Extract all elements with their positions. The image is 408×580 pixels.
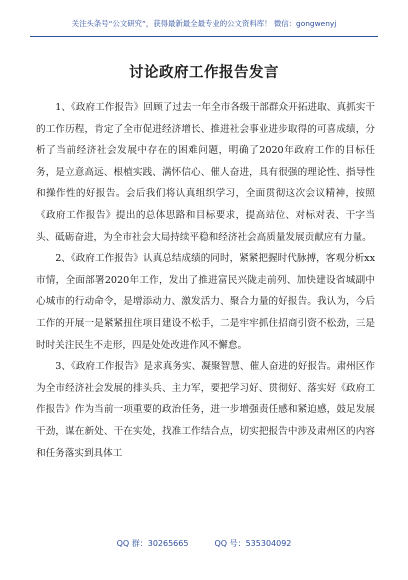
header-divider bbox=[30, 36, 378, 37]
document-title: 讨论政府工作报告发言 bbox=[129, 64, 279, 81]
footer-qq-group: QQ 群：30265665 bbox=[116, 539, 189, 548]
page-header: 关注头条号“公文研究”，获得最新最全最专业的公文资料库！ 微信：gongwenyj bbox=[71, 19, 337, 28]
paragraph-3: 3、《政府工作报告》是求真务实、凝聚智慧、催人奋进的好报告。肃州区作为全市经济社会发展的排头兵、主力军，要把学习好、贯彻好、落实好《政府工作报告》作为当前一项重要的政治任务，进一步增强责任感和紧迫感，鼓足发展干劲，谋在新处、干在实处，找准工作结合点，切实把报告中涉及肃州区的内容和任务落实到具体工 bbox=[36, 361, 375, 459]
footer-qq-number: QQ 号：535304092 bbox=[214, 539, 292, 548]
page-footer bbox=[30, 538, 378, 549]
document-body bbox=[36, 97, 375, 464]
paragraph-2: 2、《政府工作报告》认真总结成绩的同时，紧紧把握时代脉搏，客观分析xx市情，全面部署2020年工作，发出了推进富民兴陇走前列、加快建设省城副中心城市的行动命令，是增添动力、激发活力、聚合力量的好报告。我认为，今后工作的开展一是紧紧扭住项目建设不松手，二是牢牢抓住招商引资不松劲，三是时时关注民生不走形，四是处处改进作风不懈怠。 bbox=[36, 253, 375, 351]
paragraph-1: 1、《政府工作报告》回顾了过去一年全市各级干部群众开拓进取、真抓实干的工作历程，肯定了全市促进经济增长、推进社会事业进步取得的可喜成绩，分析了当前经济社会发展中存在的困难问题，明确了2020年政府工作的目标任务，是立意高远、根植实践、满怀信心、催人奋进，具有很强的理论性、指导性和操作性的好报告。会后我们将认真组织学习，全面贯彻这次会议精神，按照《政府工作报告》提出的总体思路和目标要求，提高站位、对标对表、干字当头、砥砺奋进，为全市社会大局持续平稳和经济社会高质量发展贡献应有力量。 bbox=[36, 102, 375, 243]
